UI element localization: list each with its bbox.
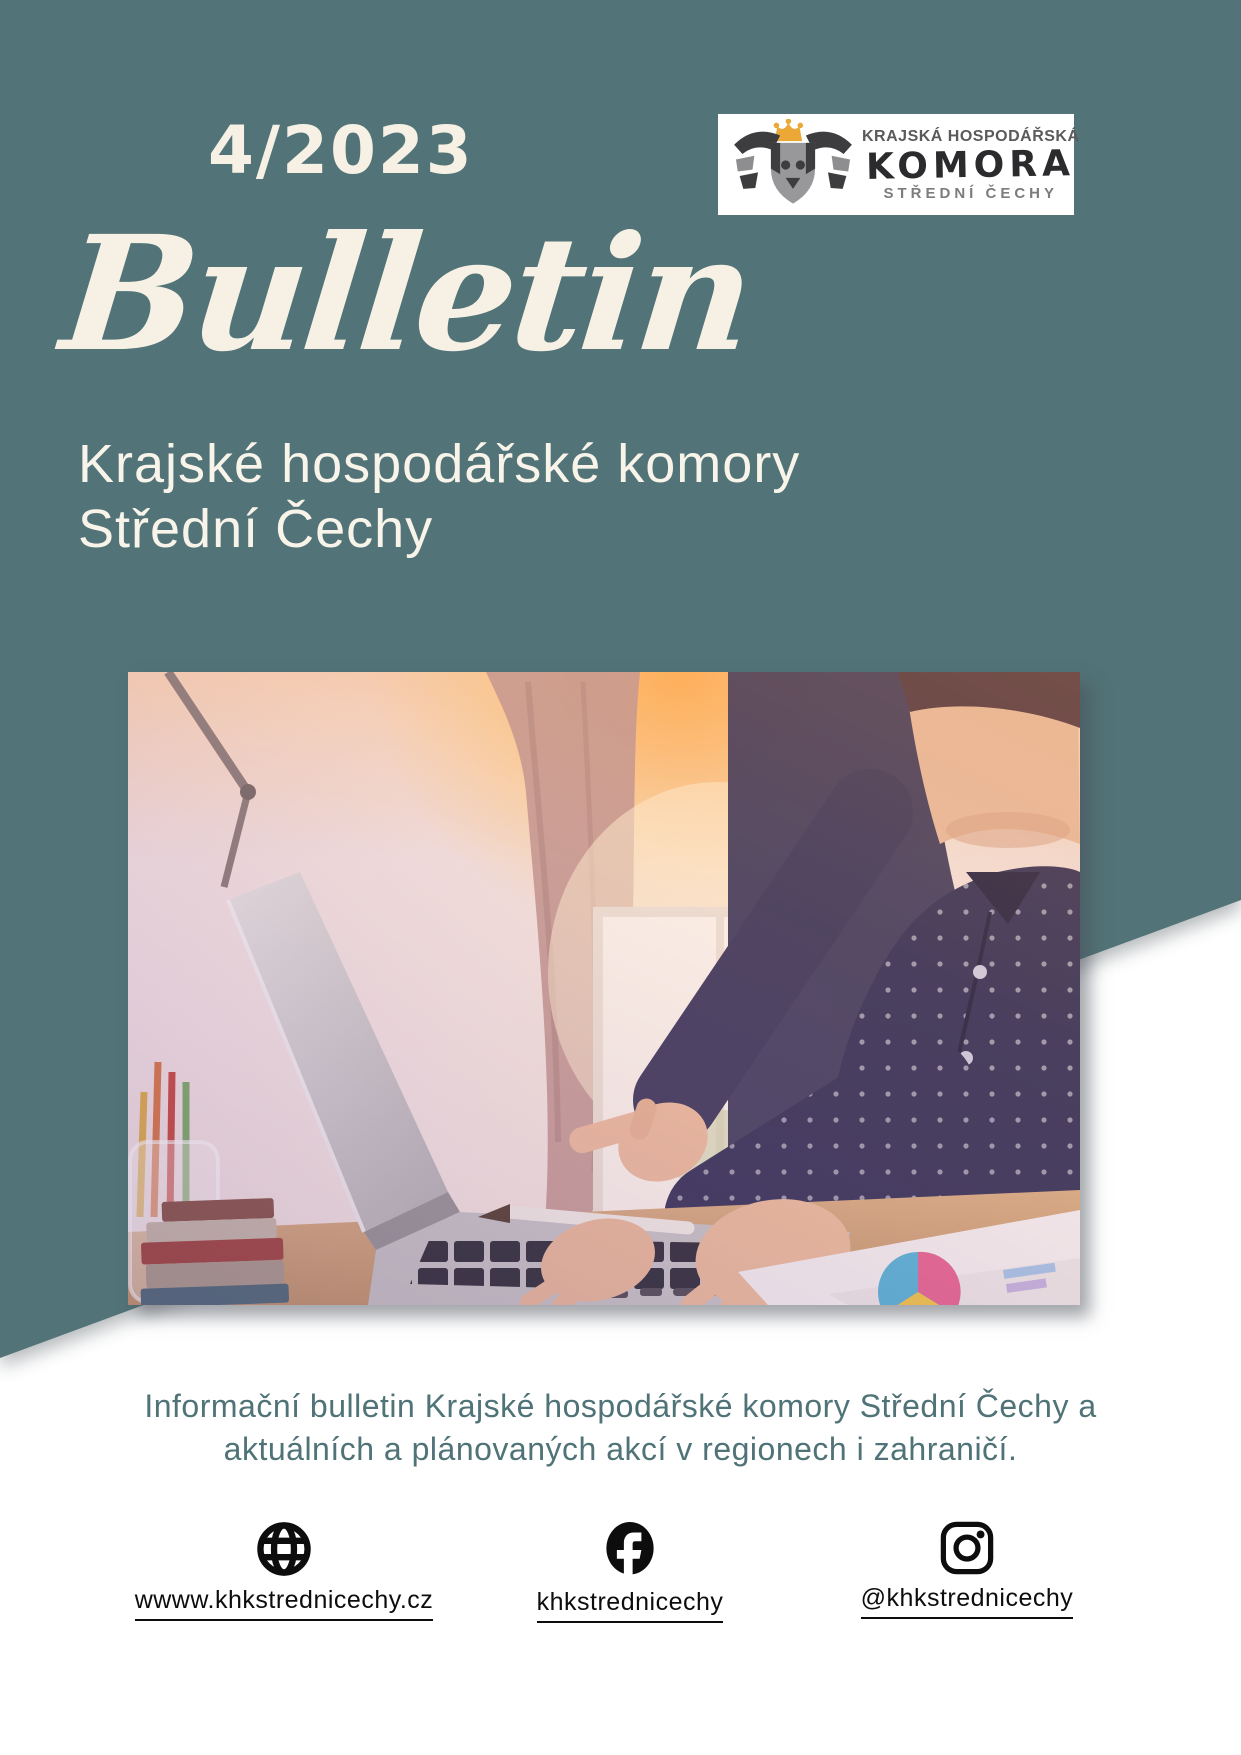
page-title: Bulletin: [54, 202, 759, 387]
facebook-link-block: [450, 1520, 810, 1623]
chamber-logo: [718, 114, 1080, 215]
logo-line2: KOMORA: [865, 142, 1076, 188]
description-line1: Informační bulletin Krajské hospodářské komory Střední Čechy a: [144, 1388, 1097, 1424]
website-link[interactable]: wwww.khkstrednicechy.cz: [135, 1586, 434, 1621]
logo-text: [862, 129, 1080, 201]
photo-illustration: [128, 672, 1080, 1305]
instagram-link[interactable]: @khkstrednicechy: [861, 1584, 1074, 1619]
instagram-icon[interactable]: [939, 1520, 995, 1576]
logo-line3: STŘEDNÍ ČECHY: [883, 184, 1059, 202]
bulletin-description: [0, 1385, 1241, 1471]
subtitle-line1: Krajské hospodářské komory: [78, 434, 801, 494]
facebook-icon[interactable]: [602, 1520, 658, 1580]
lion-emblem-icon: [724, 119, 862, 211]
facebook-link[interactable]: khkstrednicechy: [537, 1588, 724, 1623]
subtitle-line2: Střední Čechy: [78, 498, 434, 559]
website-link-block: [104, 1520, 464, 1621]
instagram-link-block: [787, 1520, 1147, 1619]
globe-icon[interactable]: [255, 1520, 313, 1578]
logo-line1: KRAJSKÁ HOSPODÁŘSKÁ: [862, 127, 1080, 145]
cover-photo: [128, 672, 1080, 1305]
desk-lamp: [168, 672, 256, 887]
page-subtitle: [78, 432, 800, 562]
description-line2: aktuálních a plánovaných akcí v regionech i zahraničí.: [223, 1431, 1018, 1468]
issue-number: 4/2023: [208, 112, 474, 189]
